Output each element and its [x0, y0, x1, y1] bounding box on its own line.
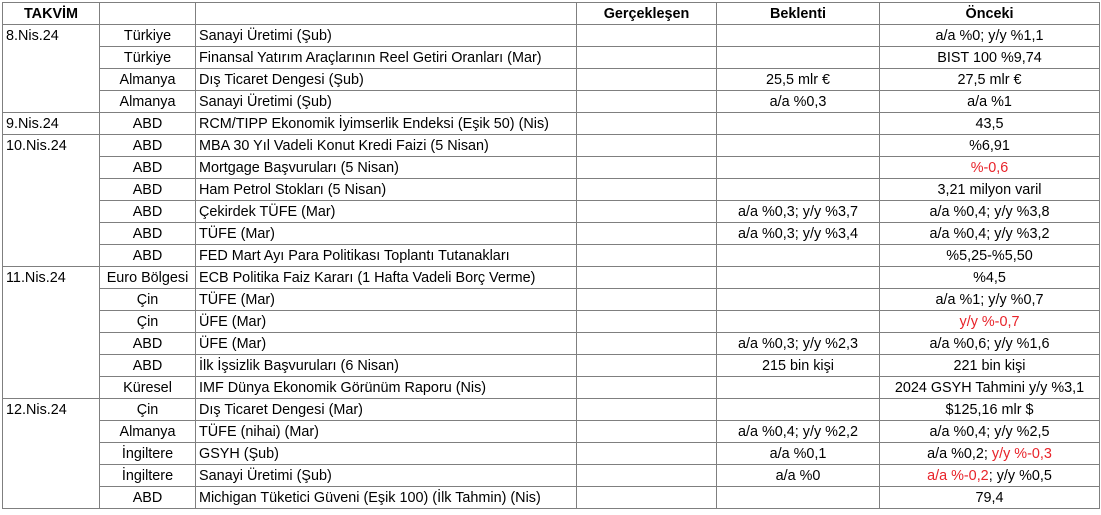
previous-value: 221 bin kişi — [953, 357, 1026, 374]
event-cell: Michigan Tüketici Güveni (Eşik 100) (İlk Tahmin) (Nis) — [196, 487, 577, 509]
actual-cell — [577, 113, 717, 135]
date-cell: 9.Nis.24 — [3, 113, 100, 135]
table-row — [3, 25, 1100, 47]
event-cell: Dış Ticaret Dengesi (Mar) — [196, 399, 577, 421]
country-cell: ABD — [100, 333, 196, 355]
expected-cell — [717, 267, 880, 289]
previous-value: a/a %0,4; y/y %3,8 — [929, 203, 1050, 220]
previous-cell — [880, 311, 1100, 333]
previous-value: a/a %0,6; y/y %1,6 — [929, 335, 1050, 352]
actual-cell — [577, 157, 717, 179]
country-cell: ABD — [100, 487, 196, 509]
country-cell: Almanya — [100, 91, 196, 113]
country-cell: Euro Bölgesi — [100, 267, 196, 289]
calendar-body — [3, 25, 1100, 509]
country-cell: ABD — [100, 245, 196, 267]
previous-cell — [880, 201, 1100, 223]
event-cell: Finansal Yatırım Araçlarının Reel Getiri Oranları (Mar) — [196, 47, 577, 69]
actual-cell — [577, 245, 717, 267]
previous-value: a/a %0,4; y/y %2,5 — [929, 423, 1050, 440]
previous-value: a/a %0; y/y %1,1 — [935, 27, 1044, 44]
table-row — [3, 465, 1100, 487]
event-cell: ÜFE (Mar) — [196, 311, 577, 333]
previous-cell — [880, 91, 1100, 113]
previous-value-negative: a/a %-0,2 — [927, 467, 989, 484]
date-cell — [3, 223, 100, 245]
previous-cell — [880, 421, 1100, 443]
previous-value: %6,91 — [969, 137, 1010, 154]
country-cell: Türkiye — [100, 47, 196, 69]
expected-cell — [717, 487, 880, 509]
date-cell — [3, 443, 100, 465]
table-row — [3, 245, 1100, 267]
previous-value: a/a %0,2; — [927, 445, 992, 462]
date-cell — [3, 333, 100, 355]
event-cell: Sanayi Üretimi (Şub) — [196, 25, 577, 47]
expected-cell: 25,5 mlr € — [717, 69, 880, 91]
previous-cell — [880, 377, 1100, 399]
actual-cell — [577, 223, 717, 245]
actual-cell — [577, 333, 717, 355]
expected-cell: 215 bin kişi — [717, 355, 880, 377]
date-cell — [3, 179, 100, 201]
previous-value: 27,5 mlr € — [957, 71, 1022, 88]
country-cell: ABD — [100, 157, 196, 179]
country-cell: Çin — [100, 311, 196, 333]
event-cell: ÜFE (Mar) — [196, 333, 577, 355]
country-cell: Almanya — [100, 69, 196, 91]
table-row — [3, 135, 1100, 157]
date-cell — [3, 487, 100, 509]
event-cell: Çekirdek TÜFE (Mar) — [196, 201, 577, 223]
table-row — [3, 355, 1100, 377]
expected-cell: a/a %0,4; y/y %2,2 — [717, 421, 880, 443]
country-cell: Çin — [100, 289, 196, 311]
previous-value-negative: y/y %-0,7 — [959, 313, 1020, 330]
actual-cell — [577, 487, 717, 509]
previous-value: a/a %0,4; y/y %3,2 — [929, 225, 1050, 242]
table-row — [3, 179, 1100, 201]
header-actual: Gerçekleşen — [577, 3, 717, 25]
header-date: TAKVİM — [3, 3, 100, 25]
date-cell — [3, 465, 100, 487]
table-row — [3, 113, 1100, 135]
actual-cell — [577, 135, 717, 157]
date-cell — [3, 311, 100, 333]
previous-cell — [880, 223, 1100, 245]
table-row — [3, 443, 1100, 465]
event-cell: RCM/TIPP Ekonomik İyimserlik Endeksi (Eşik 50) (Nis) — [196, 113, 577, 135]
previous-cell — [880, 69, 1100, 91]
table-row — [3, 157, 1100, 179]
event-cell: Sanayi Üretimi (Şub) — [196, 91, 577, 113]
date-cell: 10.Nis.24 — [3, 135, 100, 157]
table-row — [3, 91, 1100, 113]
date-cell — [3, 355, 100, 377]
previous-cell — [880, 333, 1100, 355]
previous-cell — [880, 135, 1100, 157]
date-cell — [3, 157, 100, 179]
header-row — [3, 3, 1100, 25]
table-row — [3, 47, 1100, 69]
previous-value: 43,5 — [975, 115, 1004, 132]
country-cell: ABD — [100, 223, 196, 245]
actual-cell — [577, 91, 717, 113]
actual-cell — [577, 69, 717, 91]
country-cell: ABD — [100, 201, 196, 223]
expected-cell — [717, 399, 880, 421]
date-cell — [3, 289, 100, 311]
previous-cell — [880, 267, 1100, 289]
previous-cell — [880, 399, 1100, 421]
date-cell: 11.Nis.24 — [3, 267, 100, 289]
date-cell — [3, 421, 100, 443]
date-cell — [3, 91, 100, 113]
expected-cell — [717, 289, 880, 311]
date-cell — [3, 245, 100, 267]
expected-cell: a/a %0,3; y/y %3,4 — [717, 223, 880, 245]
previous-cell — [880, 289, 1100, 311]
previous-cell — [880, 113, 1100, 135]
event-cell: FED Mart Ayı Para Politikası Toplantı Tutanakları — [196, 245, 577, 267]
country-cell: Küresel — [100, 377, 196, 399]
actual-cell — [577, 201, 717, 223]
actual-cell — [577, 399, 717, 421]
expected-cell: a/a %0,3; y/y %2,3 — [717, 333, 880, 355]
event-cell: ECB Politika Faiz Kararı (1 Hafta Vadeli Borç Verme) — [196, 267, 577, 289]
previous-value: $125,16 mlr $ — [945, 401, 1034, 418]
expected-cell: a/a %0 — [717, 465, 880, 487]
previous-cell — [880, 47, 1100, 69]
date-cell — [3, 69, 100, 91]
event-cell: İlk İşsizlik Başvuruları (6 Nisan) — [196, 355, 577, 377]
table-row — [3, 267, 1100, 289]
event-cell: Ham Petrol Stokları (5 Nisan) — [196, 179, 577, 201]
previous-value: %4,5 — [973, 269, 1006, 286]
date-cell: 12.Nis.24 — [3, 399, 100, 421]
table-row — [3, 421, 1100, 443]
previous-cell — [880, 355, 1100, 377]
expected-cell: a/a %0,3 — [717, 91, 880, 113]
previous-cell — [880, 179, 1100, 201]
economic-calendar-table — [2, 2, 1100, 509]
header-event — [196, 3, 577, 25]
expected-cell — [717, 25, 880, 47]
previous-cell — [880, 245, 1100, 267]
actual-cell — [577, 443, 717, 465]
previous-cell — [880, 25, 1100, 47]
expected-cell — [717, 135, 880, 157]
actual-cell — [577, 421, 717, 443]
country-cell: Çin — [100, 399, 196, 421]
previous-cell — [880, 157, 1100, 179]
expected-cell — [717, 113, 880, 135]
table-row — [3, 399, 1100, 421]
table-row — [3, 69, 1100, 91]
table-row — [3, 333, 1100, 355]
actual-cell — [577, 47, 717, 69]
event-cell: Dış Ticaret Dengesi (Şub) — [196, 69, 577, 91]
header-previous: Önceki — [880, 3, 1100, 25]
previous-value-negative: %-0,6 — [970, 159, 1009, 176]
previous-value-negative: y/y %-0,3 — [991, 445, 1052, 462]
previous-value: %5,25-%5,50 — [946, 247, 1033, 264]
previous-cell — [880, 443, 1100, 465]
date-cell — [3, 47, 100, 69]
expected-cell — [717, 245, 880, 267]
previous-cell — [880, 487, 1100, 509]
expected-cell — [717, 377, 880, 399]
country-cell: ABD — [100, 355, 196, 377]
country-cell: ABD — [100, 135, 196, 157]
event-cell: TÜFE (Mar) — [196, 289, 577, 311]
table-row — [3, 201, 1100, 223]
expected-cell — [717, 157, 880, 179]
date-cell — [3, 377, 100, 399]
table-row — [3, 377, 1100, 399]
event-cell: Mortgage Başvuruları (5 Nisan) — [196, 157, 577, 179]
country-cell: ABD — [100, 179, 196, 201]
previous-value: BIST 100 %9,74 — [937, 49, 1042, 66]
actual-cell — [577, 179, 717, 201]
country-cell: ABD — [100, 113, 196, 135]
table-row — [3, 311, 1100, 333]
expected-cell: a/a %0,1 — [717, 443, 880, 465]
event-cell: TÜFE (Mar) — [196, 223, 577, 245]
previous-value: 3,21 milyon varil — [937, 181, 1042, 198]
country-cell: Türkiye — [100, 25, 196, 47]
actual-cell — [577, 25, 717, 47]
country-cell: Almanya — [100, 421, 196, 443]
actual-cell — [577, 289, 717, 311]
event-cell: MBA 30 Yıl Vadeli Konut Kredi Faizi (5 Nisan) — [196, 135, 577, 157]
country-cell: İngiltere — [100, 443, 196, 465]
table-row — [3, 487, 1100, 509]
event-cell: Sanayi Üretimi (Şub) — [196, 465, 577, 487]
previous-value: a/a %1 — [967, 93, 1012, 110]
previous-value: ; y/y %0,5 — [988, 467, 1052, 484]
expected-cell — [717, 311, 880, 333]
expected-cell — [717, 47, 880, 69]
actual-cell — [577, 311, 717, 333]
date-cell — [3, 201, 100, 223]
previous-cell — [880, 465, 1100, 487]
table-row — [3, 289, 1100, 311]
event-cell: GSYH (Şub) — [196, 443, 577, 465]
actual-cell — [577, 377, 717, 399]
actual-cell — [577, 355, 717, 377]
header-country — [100, 3, 196, 25]
previous-value: 2024 GSYH Tahmini y/y %3,1 — [894, 379, 1085, 396]
event-cell: IMF Dünya Ekonomik Görünüm Raporu (Nis) — [196, 377, 577, 399]
actual-cell — [577, 267, 717, 289]
country-cell: İngiltere — [100, 465, 196, 487]
event-cell: TÜFE (nihai) (Mar) — [196, 421, 577, 443]
date-cell: 8.Nis.24 — [3, 25, 100, 47]
expected-cell: a/a %0,3; y/y %3,7 — [717, 201, 880, 223]
expected-cell — [717, 179, 880, 201]
table-row — [3, 223, 1100, 245]
actual-cell — [577, 465, 717, 487]
header-expected: Beklenti — [717, 3, 880, 25]
previous-value: 79,4 — [975, 489, 1004, 506]
previous-value: a/a %1; y/y %0,7 — [935, 291, 1044, 308]
